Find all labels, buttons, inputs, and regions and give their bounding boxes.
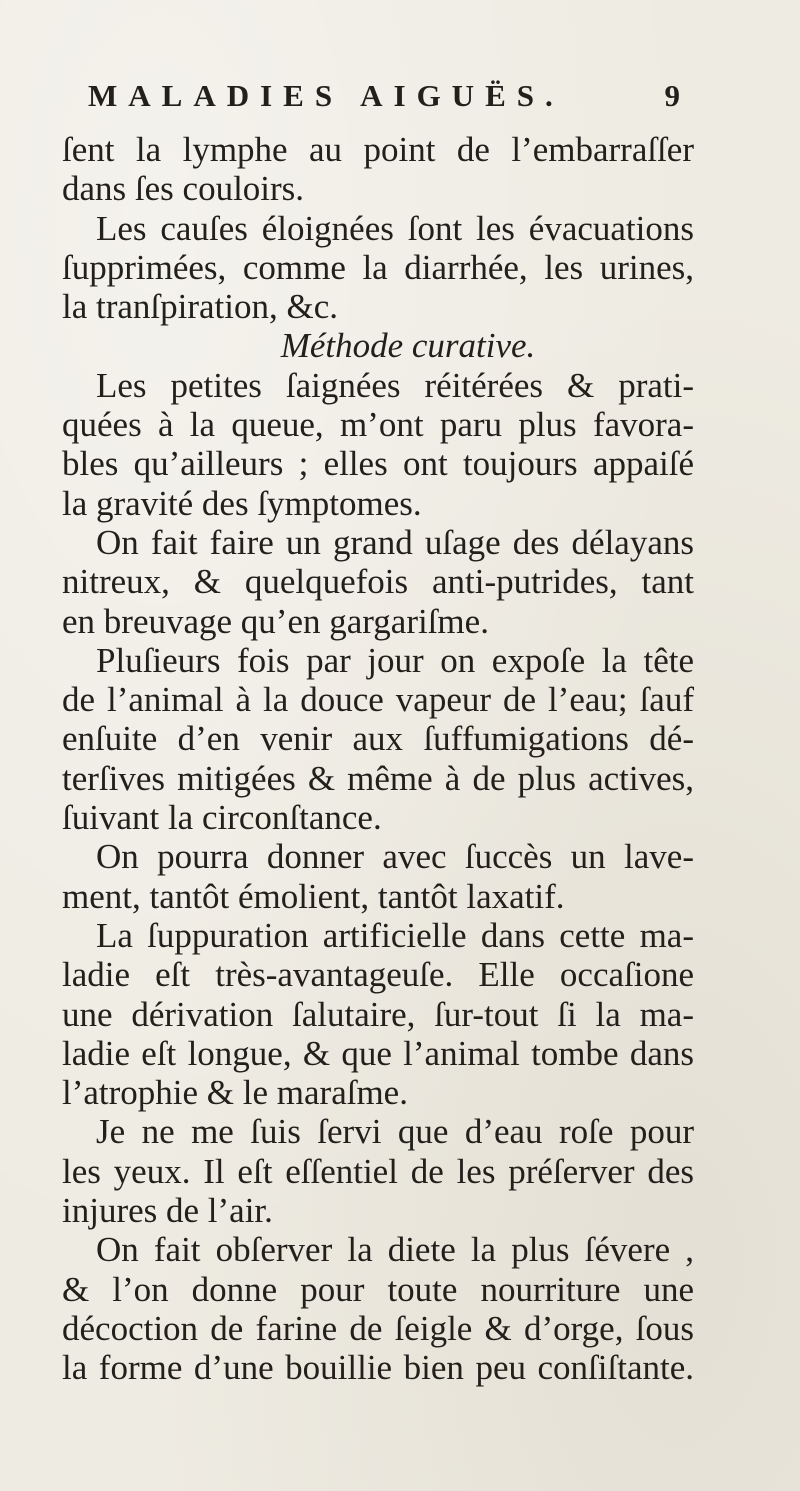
text-line: quées à la queue, m’ont paru plus favora- [62,405,694,445]
text-line: ſuivant la circonſtance. [62,798,382,838]
text-line: Je ne me ſuis ſervi que d’eau roſe pour [96,1112,694,1152]
text-line: Pluſieurs fois par jour on expoſe la tête [96,640,694,680]
text-line: On pourra donner avec ſuccès un lave- [96,837,694,877]
text-line: Les cauſes éloignées ſont les évacuations [96,208,694,248]
text-line: nitreux, & quelquefois anti-putrides, tant [62,562,694,602]
text-line: terſives mitigées & même à de plus actives, [62,758,694,798]
text-line: ladie eſt très-avantageuſe. Elle occaſione [62,955,694,995]
page-number: 9 [664,78,680,113]
section-heading: Méthode curative. [280,326,536,366]
text-line: La ſuppuration artificielle dans cette ma- [96,915,694,955]
running-head-title: MALADIES AIGUËS. [88,78,564,113]
body-text [62,130,694,1388]
text-line: injures de l’air. [62,1191,273,1231]
text-line: Les petites ſaignées réitérées & prati- [96,365,694,405]
text-line: ment, tantôt émolient, tantôt laxatif. [62,876,565,916]
text-line: la forme d’une bouillie bien peu conſiſtante. [62,1348,694,1388]
text-line: de l’animal à la douce vapeur de l’eau; ſauf [62,680,694,720]
text-line: en breuvage qu’en gargariſme. [62,601,489,641]
text-line: décoction de farine de ſeigle & d’orge, ſous [62,1308,694,1348]
text-line: dans ſes couloirs. [62,169,305,209]
text-line: l’atrophie & le maraſme. [62,1073,408,1113]
text-line: enſuite d’en venir aux ſuffumigations dé- [62,719,694,759]
text-line: la tranſpiration, &c. [62,287,339,327]
text-line: une dérivation ſalutaire, ſur-tout ſi la ma- [62,994,694,1034]
text-line: On fait obſerver la diete la plus ſévere , [96,1230,694,1270]
text-line: la gravité des ſymptomes. [62,483,422,523]
text-line: On fait faire un grand uſage des délayans [96,522,694,562]
running-head [88,78,680,118]
text-line: les yeux. Il eſt eſſentiel de les préſerver des [62,1151,694,1191]
text-line: ſupprimées, comme la diarrhée, les urines, [62,247,694,287]
text-line: & l’on donne pour toute nourriture une [62,1269,694,1309]
text-line: ſent la lymphe au point de l’embarraſſer [62,130,694,169]
text-line: ladie eſt longue, & que l’animal tombe dans [62,1033,694,1073]
text-line: bles qu’ailleurs ; elles ont toujours appaiſé [62,444,694,484]
